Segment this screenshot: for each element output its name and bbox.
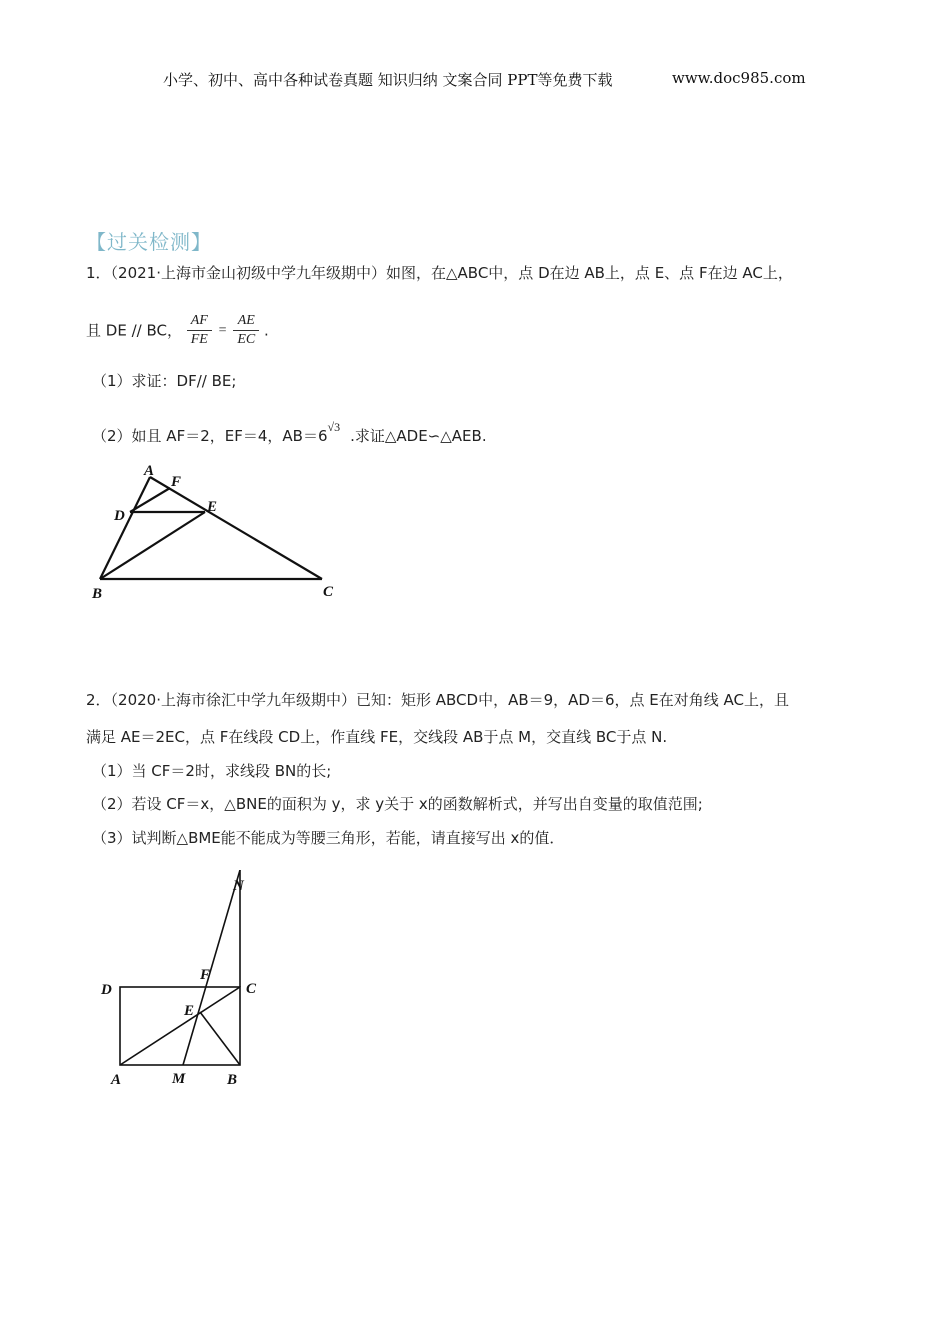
header-left-text: 小学、初中、高中各种试卷真题 知识归纳 文案合同 PPT等免费下载 — [163, 71, 613, 89]
q2-source: （2020·上海市徐汇中学九年级期中） — [110, 691, 356, 709]
q2-line2: 满足 AE＝2EC，点 F在线段 CD上，作直线 FE，交线段 AB于点 M，交直线 BC于点 N. — [86, 728, 668, 746]
label-E: E — [207, 499, 218, 515]
q2-line1 — [86, 690, 789, 710]
label-M: M — [172, 1071, 186, 1087]
label-D: D — [114, 508, 125, 524]
segment-DF — [130, 488, 170, 512]
label-E: E — [184, 1003, 195, 1019]
q1-part2-given: （2）如且 AF＝2，EF＝4，AB＝6 — [92, 427, 328, 445]
q1-part2-prove: .求证△ADE∽△AEB. — [350, 427, 487, 445]
q2-figure-lines — [120, 870, 240, 1065]
section-title: 【过关检测】 — [86, 230, 212, 254]
segment-EB — [200, 1012, 240, 1065]
q1-source: （2021·上海市金山初级中学九年级期中） — [110, 264, 386, 282]
line-MN — [183, 870, 240, 1065]
label-C: C — [246, 981, 257, 997]
label-D: D — [101, 982, 112, 998]
q1-frac-left-numerator: AF — [187, 312, 212, 331]
header-website-link[interactable]: www.doc985.com — [672, 69, 806, 87]
q1-fraction-right — [233, 312, 259, 349]
q2-part3: （3）试判断△BME能不能成为等腰三角形，若能，请直接写出 x的值． — [92, 829, 565, 847]
q2-stem: 已知：矩形 ABCD中，AB＝9，AD＝6，点 E在对角线 AC上，且 — [356, 691, 790, 709]
q2-figure — [95, 870, 275, 1095]
label-C: C — [323, 584, 334, 600]
q1-part1: （1）求证：DF// BE; — [92, 372, 237, 390]
diagonal-AC — [120, 987, 240, 1065]
q1-sqrt-three: √3 — [327, 420, 341, 434]
q1-line1 — [86, 263, 793, 283]
q1-frac-left-denominator: FE — [190, 332, 208, 347]
q2-part1: （1）当 CF＝2时，求线段 BN的长; — [92, 762, 332, 780]
label-F: F — [200, 967, 211, 983]
q1-figure-lines — [100, 477, 322, 579]
q2-number: 2． — [86, 691, 111, 709]
q1-frac-right-denominator: EC — [237, 332, 256, 347]
q1-equals-sign: = — [218, 322, 227, 338]
q1-fraction-left — [187, 312, 212, 349]
q1-part2 — [92, 417, 487, 446]
q2-part2: （2）若设 CF＝x，△BNE的面积为 y，求 y关于 x的函数解析式，并写出自变量的取值范围; — [92, 795, 703, 813]
q1-stem: 如图，在△ABC中，点 D在边 AB上，点 E、点 F在边 AC上， — [386, 264, 793, 282]
q1-frac-right-numerator: AE — [233, 312, 259, 331]
q1-number: 1． — [86, 264, 111, 282]
q1-period: . — [263, 321, 269, 340]
label-F: F — [171, 474, 182, 490]
label-B: B — [92, 586, 103, 602]
label-A: A — [144, 463, 155, 479]
q1-condition: 且 DE // BC， — [86, 321, 182, 340]
q1-figure — [80, 455, 360, 615]
label-A: A — [111, 1072, 122, 1088]
q1-line2 — [86, 312, 269, 349]
label-B: B — [227, 1072, 238, 1088]
label-N: N — [233, 878, 244, 894]
segment-AC — [150, 477, 322, 579]
